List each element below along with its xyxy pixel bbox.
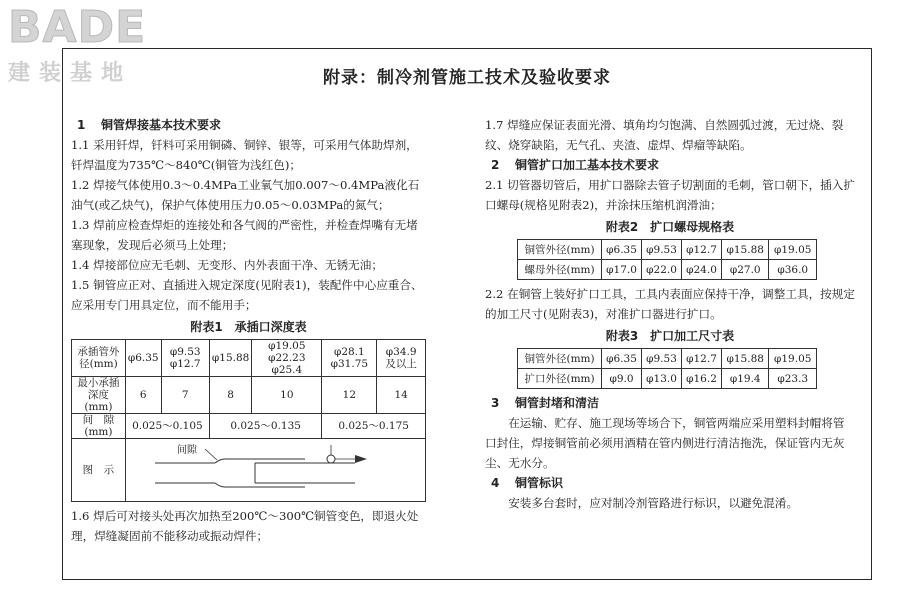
section-title: 铜管焊接基本技术要求 (101, 118, 222, 132)
table-cell: φ28.1 φ31.75 (322, 340, 377, 377)
table-cell: φ6.35 (125, 340, 161, 377)
paragraph-3: 在运输、贮存、施工现场等场合下，铜管两端应采用塑料封帽将管口封住，焊接铜管前必须用酒精在管内侧进行清洁拖洗，保证管内无灰尘、无水分。 (485, 416, 845, 470)
table-cell: 0.025～0.105 (125, 414, 209, 439)
table-row (518, 240, 817, 260)
section-1-heading (77, 115, 426, 135)
table-cell: φ12.7 (682, 240, 722, 260)
table-cell: φ13.0 (642, 369, 682, 389)
table-cell: φ19.05 (769, 240, 817, 260)
table-cell: φ12.7 (682, 349, 722, 369)
table-1-caption: 附表1 承插口深度表 (190, 320, 307, 334)
table-cell: φ6.35 (602, 349, 642, 369)
table-cell: 7 (161, 377, 209, 414)
table-cell: φ36.0 (769, 260, 817, 280)
table-cell: φ9.53 φ12.7 (161, 340, 209, 377)
paragraph-1-7: 1.7 焊缝应保证表面光滑、填角均匀饱满、自然圆弧过渡，无过烧、裂纹、烧穿缺陷，无气孔、夹渣、虚焊、焊瘤等缺陷。 (485, 118, 844, 152)
paragraph-1-1: 1.1 采用钎焊，钎料可采用铜磷、铜锌、银等，可采用气体助焊剂，钎焊温度为735℃～840℃(铜管为浅红色)； (71, 138, 418, 172)
table-cell: φ19.4 (722, 369, 769, 389)
table-cell: φ19.05 φ22.23 φ25.4 (252, 340, 322, 377)
table-cell: φ24.0 (682, 260, 722, 280)
table-cell: φ27.0 (722, 260, 769, 280)
paragraph-2-2: 2.2 在铜管上装好扩口工具，工具内表面应保持干净，调整工具，按规定的加工尺寸(见附表3)，对准扩口器进行扩口。 (485, 287, 855, 321)
section-title: 铜管封堵和清洁 (515, 396, 600, 410)
table-row (72, 439, 426, 502)
table-cell: 承插管外径(mm) (72, 340, 126, 377)
section-2-heading (491, 155, 855, 175)
paragraph-1-6: 1.6 焊后可对接头处再次加热至200℃～300℃铜管变色，即退火处理，焊缝凝固前不能移动或振动焊件； (71, 509, 419, 543)
table-cell: φ9.0 (602, 369, 642, 389)
table-3 (517, 348, 817, 389)
table-2-caption: 附表2 扩口螺母规格表 (605, 220, 735, 234)
paragraph-4: 安装多台套时，应对制冷剂管路进行标识，以避免混淆。 (508, 496, 799, 510)
table-cell: 铜管外径(mm) (518, 349, 602, 369)
table-cell: φ17.0 (602, 260, 642, 280)
section-number: 3 (491, 396, 500, 410)
section-title: 铜管标识 (515, 476, 564, 490)
section-3-heading (491, 393, 855, 413)
document-frame (62, 48, 872, 580)
table-row (518, 369, 817, 389)
table-cell: φ9.53 (642, 349, 682, 369)
table-row (72, 377, 426, 414)
table-cell: 图 示 (72, 439, 126, 502)
table-cell: φ16.2 (682, 369, 722, 389)
right-column (485, 115, 855, 513)
table-cell: 14 (377, 377, 426, 414)
table-cell: 铜管外径(mm) (518, 240, 602, 260)
table-cell: φ6.35 (602, 240, 642, 260)
table-row (518, 260, 817, 280)
table-1 (71, 339, 426, 502)
page-title: 附录：制冷剂管施工技术及验收要求 (323, 68, 611, 88)
logo-subtitle: 建装基地 (8, 61, 133, 86)
table-cell: φ22.0 (642, 260, 682, 280)
socket-joint-diagram (155, 441, 395, 499)
table-cell: 最小承插深度(mm) (72, 377, 126, 414)
table-cell: 12 (322, 377, 377, 414)
table-cell: φ34.9 及以上 (377, 340, 426, 377)
paragraph-1-2: 1.2 焊接气体使用0.3～0.4MPa工业氧气加0.007～0.4MPa液化石油气(或乙炔气)，保护气体使用压力0.05～0.03MPa的氮气； (71, 178, 420, 212)
table-cell: 间 隙(mm) (72, 414, 126, 439)
table-cell: 扩口外径(mm) (518, 369, 602, 389)
table-cell: 螺母外径(mm) (518, 260, 602, 280)
table-row (72, 340, 426, 377)
table-cell: φ15.88 (722, 349, 769, 369)
table-cell: 0.025～0.135 (209, 414, 321, 439)
table-cell: 6 (125, 377, 161, 414)
table-row (518, 349, 817, 369)
table-row (72, 414, 426, 439)
table-3-caption: 附表3 扩口加工尺寸表 (605, 329, 735, 343)
section-number: 2 (491, 158, 500, 172)
table-cell: φ15.88 (722, 240, 769, 260)
table-cell: φ23.3 (769, 369, 817, 389)
section-4-heading (491, 473, 855, 493)
table-cell: φ9.53 (642, 240, 682, 260)
left-column (71, 115, 426, 546)
paragraph-1-4: 1.4 焊接部位应无毛刺、无变形、内外表面干净、无锈无油； (71, 258, 383, 272)
table-cell: φ19.05 (769, 349, 817, 369)
table-2 (517, 239, 817, 280)
paragraph-1-3: 1.3 焊前应检查焊炬的连接处和各气阀的严密性，并检查焊嘴有无堵塞现象，发现后必须马上处理； (71, 218, 418, 252)
table-cell: φ15.88 (209, 340, 251, 377)
paragraph-1-5: 1.5 铜管应正对、直插进入规定深度(见附表1)，装配件中心应重合、应采用专门用具定位，而不能用手； (71, 278, 423, 312)
gap-label: 间隙 (177, 445, 198, 456)
section-number: 1 (77, 118, 86, 132)
logo-word: BADE (8, 2, 147, 53)
joint-diagram-cell (125, 439, 425, 502)
section-number: 4 (491, 476, 500, 490)
section-title: 铜管扩口加工基本技术要求 (515, 158, 660, 172)
table-cell: 10 (252, 377, 322, 414)
table-cell: 0.025～0.175 (322, 414, 426, 439)
table-cell: 8 (209, 377, 251, 414)
paragraph-2-1: 2.1 切管器切管后，用扩口器除去管子切割面的毛刺，管口朝下，插入扩口螺母(规格见附表2)，并涂抹压缩机润滑油； (485, 178, 855, 212)
